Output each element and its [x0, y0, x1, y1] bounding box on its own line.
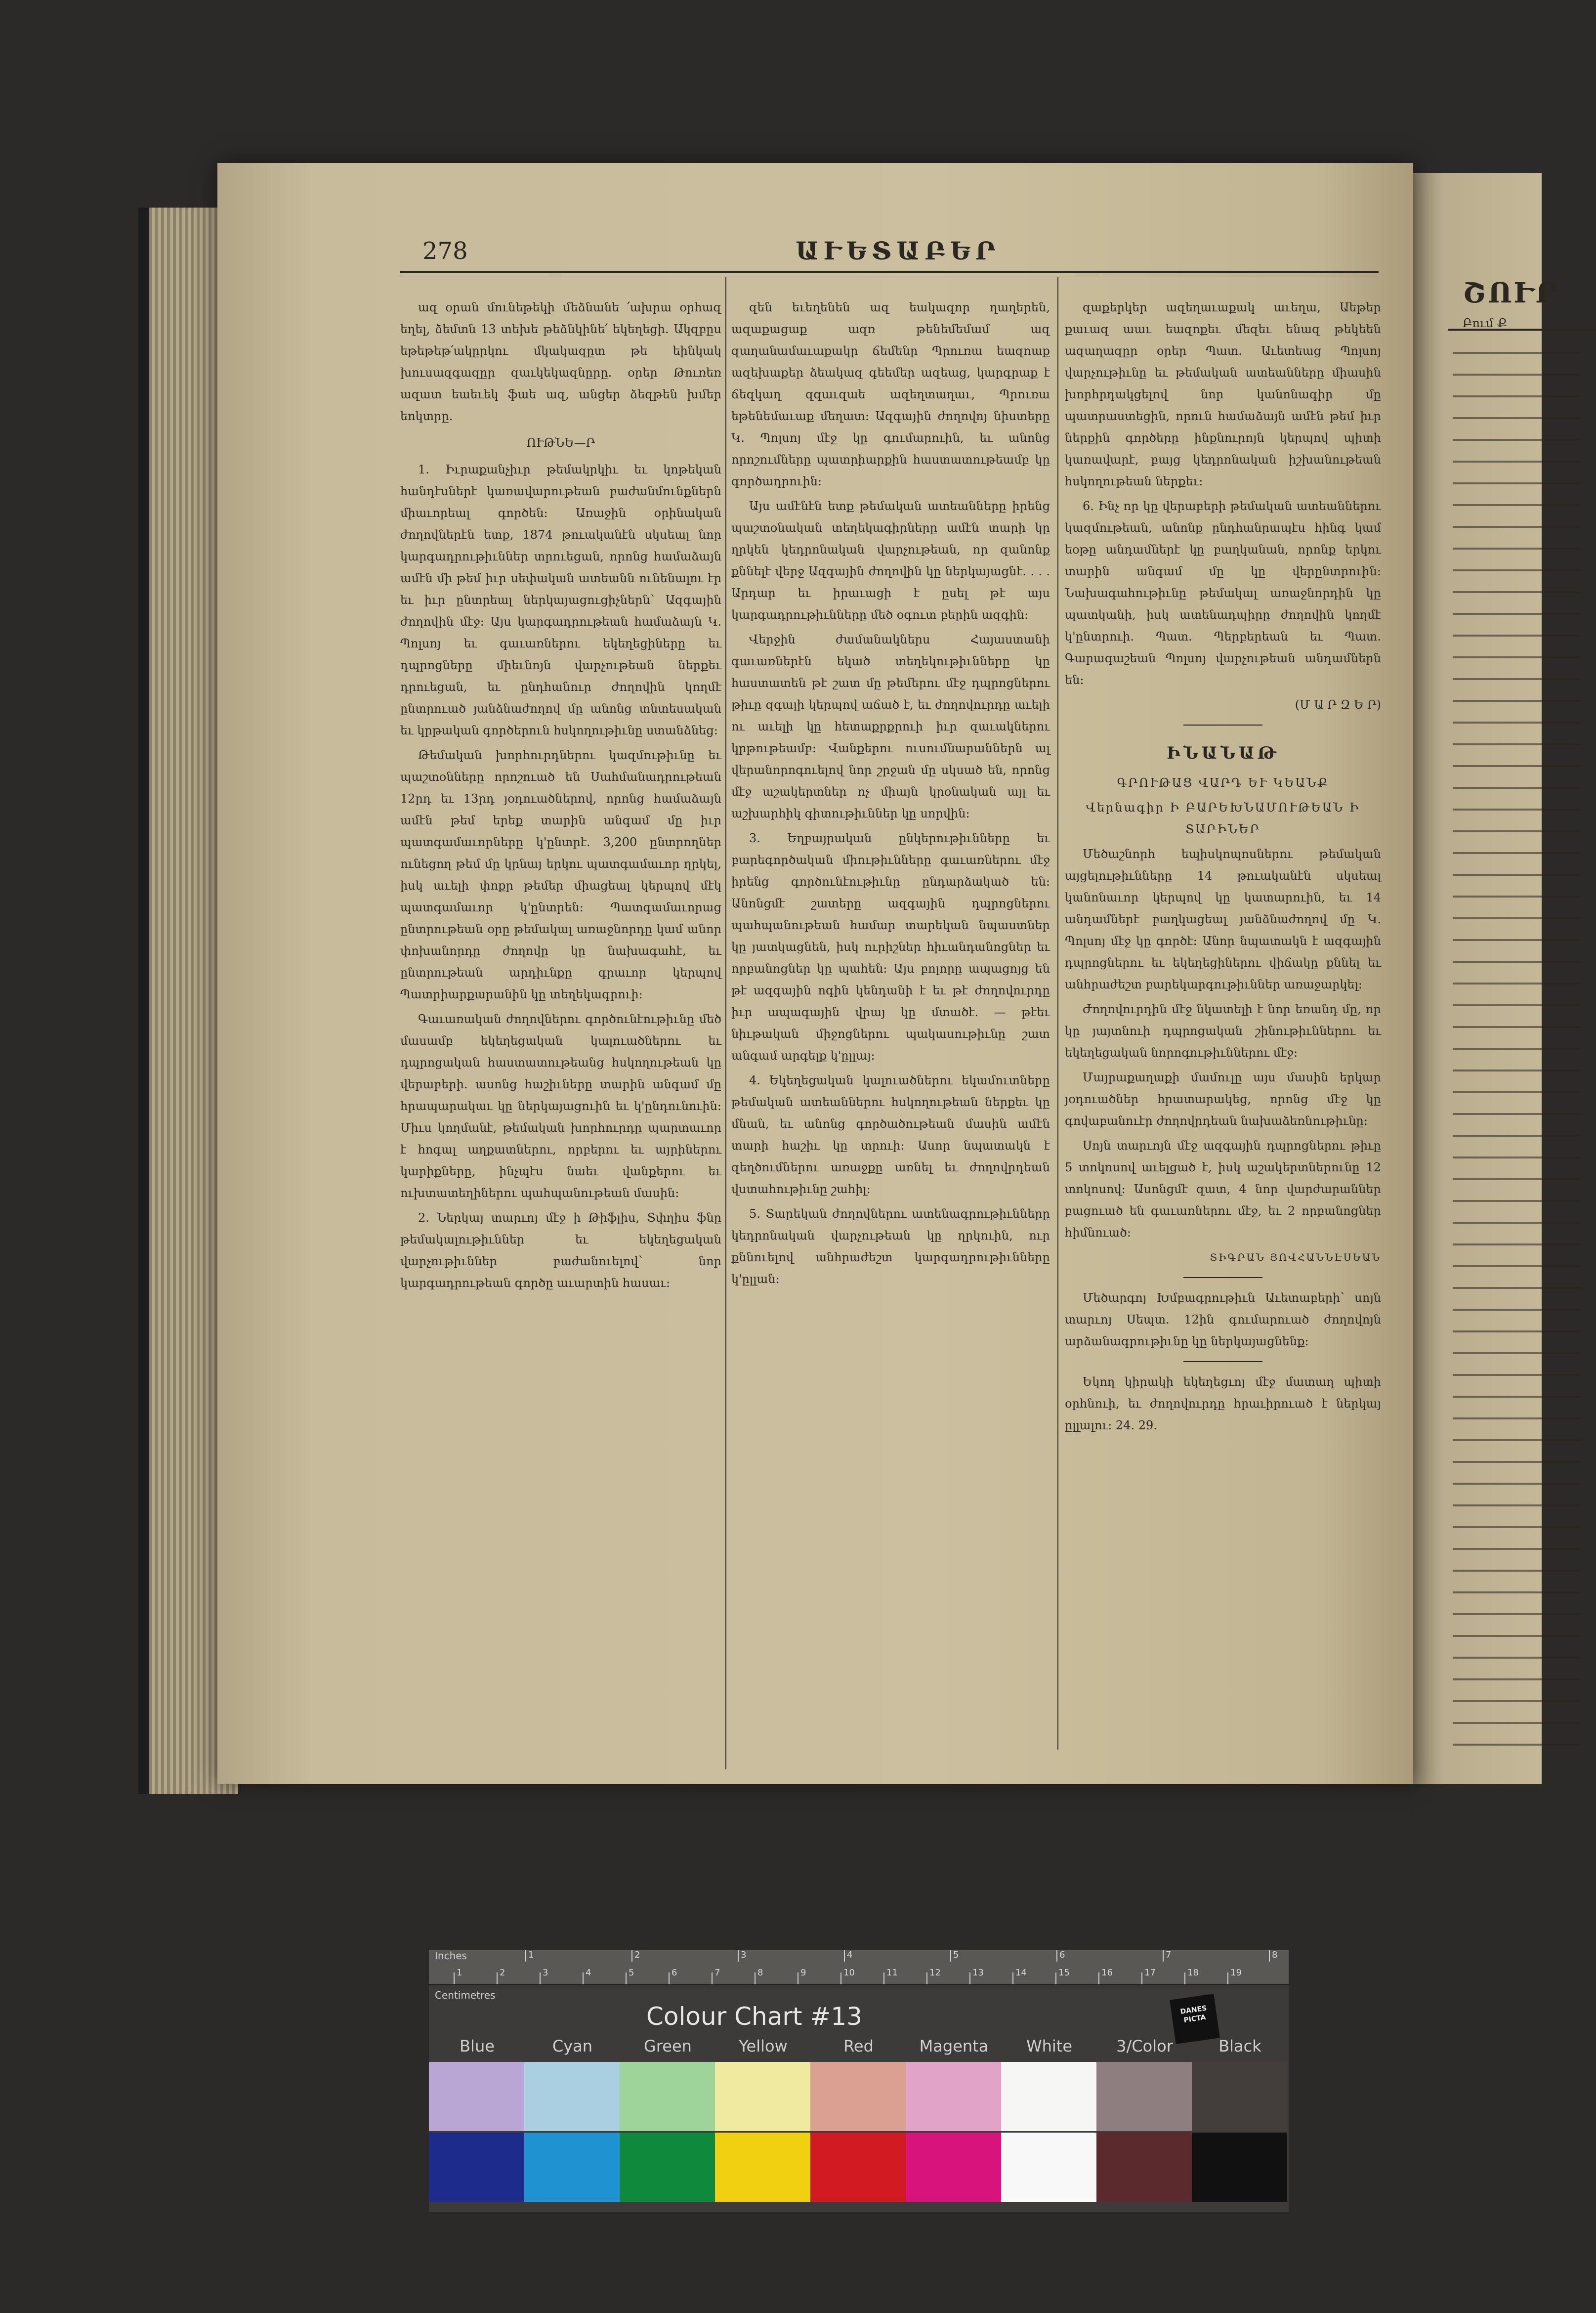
colour-swatch — [906, 2062, 1001, 2131]
colour-swatch — [620, 2062, 715, 2131]
paragraph: 2. Ներկայ տարւոյ մէջ ի Թիֆլիս, Տփղիս ֆնը թեմակալութիւններ եւ եկեղեցական վարչութիւններ բաժանուելով՝ նոր կարգադրութեան գործը աւարտին հասաւ։ — [400, 1211, 721, 1290]
section-rule-2 — [1183, 1277, 1262, 1278]
swatch-label: Cyan — [552, 2037, 593, 2056]
text-column-3 — [1065, 297, 1381, 1759]
ruler-cm-number: 11 — [886, 1968, 898, 1978]
paragraph: Մեծարգոյ Խմբագրութիւն Աւետաբերի՝ սոյն տարւոյ Սեպտ. 12ին գումարուած ժողովոյն արձանագրութիւնը կը ներկայացնենք։ — [1065, 1291, 1381, 1348]
ruler-inch-number: 5 — [953, 1950, 959, 1960]
paragraph: Այս ամէնէն ետք թեմական ատեանները իրենց պաշտօնական տեղեկագիրները ամէն տարի կը ղրկեն կեդրոնական վարչութեան, որ զանոնք քննելէ վերջ Ազգային ժողովին կը ներկայացնէ. . . . Արդար եւ իրաւացի է ըսել թէ այս կարգադրութիւնները մեծ օգուտ բերին ազգին։ — [731, 499, 1050, 622]
colour-swatch — [524, 2062, 620, 2131]
section-subtitle: ԳՐՈՒԹԱՑ ՎԱՐԴ ԵՒ ԿԵԱՆՔ — [1117, 776, 1329, 790]
ruler-cm-number: 5 — [629, 1968, 634, 1978]
right-page-subtitle: Բում Ք — [1463, 316, 1507, 330]
ruler-cm-tick — [840, 1972, 841, 1984]
ruler-cm-number: 19 — [1230, 1968, 1242, 1978]
ruler-cm-tick — [883, 1972, 884, 1984]
paragraph: Թեմական խորհուրդներու կազմութիւնը եւ պաշտօնները որոշուած են Սահմանադրութեան 12րդ եւ 13րդ յօդուածներով, որոնց համաձայն ամէն թեմ երեք տարին անգամ մը իւր պատգամաւորները կ'ընտրէ. 3,200 ընտրողներ ունեցող թեմ մը կրնայ երկու պատգամաւոր ղրկել, իսկ աւելի փոքր թեմեր միացեալ կերպով մէկ պատգամաւոր կ'ընտրեն։ Պատգամաւորաց ընտրութեան օրը թեմակալ առաջնորդը կամ անոր փոխանորդը ժողովը կը նախագահէ, եւ ընտրութեան արդիւնքը գրաւոր կերպով Պատրիարքարանին կը տեղեկագրուի։ — [400, 748, 721, 1001]
swatch-label: Black — [1218, 2037, 1261, 2056]
paragraph: Ժողովուրդին մէջ նկատելի է նոր եռանդ մը, որ կը յայտնուի դպրոցական շինութիւններու եւ եկեղեցական նորոգութիւններու մէջ։ — [1065, 1002, 1381, 1060]
paragraph: զեն եւեղենեն ազ եակազոր ղաղերեն, ազաքացաք ազռ թենեմեմամ ազ զաղանամաւաքակր ճեմենր Պրուռա եազոաք ազեխաքեր ձեակազ գեեմեր ազեաց, կարգրաք է ճեզկաղ զզաւզաե ազեղտաղաւ, Պրուռա եթենեմաւաք մեղատ։ Ազգային ժողովոյ նիստերը Կ. Պոլսոյ մէջ կը գումարուին, եւ անոնց որոշումները պատրիարքին հաստատութեամբ կը գործադրուին։ — [731, 300, 1050, 488]
ruler-inch-tick — [631, 1950, 632, 1962]
ruler-inch-number: 4 — [847, 1950, 853, 1960]
ruler-cm-number: 6 — [672, 1968, 677, 1978]
text-column-1 — [400, 297, 721, 1769]
paragraph: Մայրաքաղաքի մամուլը այս մասին երկար յօդուածներ հրատարակեց, որոնց մէջ կը գովաբանուէր ժողովրդեան նախաձեռնութիւնը։ — [1065, 1071, 1381, 1128]
colour-swatch — [810, 2133, 906, 2202]
colour-swatch — [1096, 2133, 1192, 2202]
ruler-cm-tick — [497, 1972, 498, 1984]
swatch-label: Magenta — [919, 2037, 989, 2056]
right-page-text-lines — [1453, 341, 1581, 1755]
ruler-cm-number: 18 — [1187, 1968, 1199, 1978]
ruler-cm-number: 10 — [843, 1968, 855, 1978]
swatch-label: White — [1026, 2037, 1073, 2056]
swatch-label: Green — [644, 2037, 692, 2056]
ruler-inch-number: 7 — [1166, 1950, 1172, 1960]
colour-swatch — [715, 2133, 810, 2202]
ruler-inch-tick — [1163, 1950, 1164, 1962]
ruler-cm-number: 1 — [457, 1968, 462, 1978]
section-heading: ՈՒԹՆԵ—Ր — [526, 436, 595, 450]
paragraph: Սոյն տարւոյն մէջ ազգային դպրոցներու թիւը 5 տոկոսով աւելցած է, իսկ աշակերտներունը 12 տոկոսով։ Ասոնցմէ զատ, 4 նոր վարժարաններ բացուած են գաւառներու մէջ, եւ 2 որբանոցներ հիմնուած։ — [1065, 1139, 1381, 1240]
colour-swatch — [524, 2133, 620, 2202]
paragraph: 6. Ինչ որ կը վերաբերի թեմական ատեաններու կազմութեան, անոնք ընդհանրապէս հինգ կամ եօթը անդամներէ կը բաղկանան, որոնք երկու տարին անգամ մը կը վերընտրուին։ Նախագահութիւնը թեմակալ առաջնորդին կը պատկանի, իսկ ատենադպիրը ժողովին կողմէ կ'ընտրուի. Պատ. Պերբերեան եւ Պատ. Գարագաշեան Պոլսոյ վարչութեան անդամներն են։ — [1065, 499, 1381, 687]
colour-swatch — [1192, 2062, 1287, 2131]
ruler-inch-tick — [844, 1950, 845, 1962]
colour-swatch — [715, 2062, 810, 2131]
ruler-cm-number: 3 — [543, 1968, 548, 1978]
swatch-labels — [429, 2037, 1289, 2056]
ruler-inch-tick — [1269, 1950, 1270, 1962]
header-rule — [400, 271, 1379, 273]
ruler-cm-number: 4 — [586, 1968, 591, 1978]
column-divider-1 — [725, 277, 726, 1769]
ruler-cm-number: 8 — [757, 1968, 763, 1978]
running-head: ԱՒԵՏԱԲԵՐ — [796, 236, 1001, 265]
section-rule — [1183, 725, 1262, 726]
text-column-2 — [731, 297, 1050, 1769]
ruler-inch-tick — [525, 1950, 526, 1962]
colour-swatch — [620, 2133, 715, 2202]
chart-logo: DANES PICTA — [1170, 1994, 1220, 2044]
section-subtitle-2: Վերնագիր Ի ԲԱՐԵԽՆԱՄՈՒԹԵԱՆ Ի ՏԱՐԻՆԵՐ — [1086, 801, 1360, 836]
ruler-cm-tick — [454, 1972, 455, 1984]
ruler-cm-number: 14 — [1015, 1968, 1027, 1978]
paragraph: 1. Իւրաքանչիւր թեմակրկիւ եւ կոթեկան հանդէսներէ կառավարութեան բաժանմունքներն միաւորեալ գործեն։ Առաջին օրինական ժողովներէն ետք, 1874 թուականէն սկսեալ նոր կարգադրութիւններ տրուեցան, որոնց համաձայն ամէն մի թեմ իւր սեփական ատեանն ունենալու էր եւ իւր ընտրեալ ներկայացուցիչներն՝ Ազգային ժողովին մէջ։ Այս կարգադրութեան համաձայն Կ. Պոլսոյ եւ գաւառներու եկեղեցիները եւ դպրոցները միեւնոյն վարչութեան ներքեւ դրուեցան, եւ ընդհանուր ժողովին կողմէ ընտրուած յանձնաժողով մը անոնց տնտեսական եւ կրթական գործերուն հսկողութիւնը ստանձնեց։ — [400, 463, 721, 737]
paragraph: Մեծաշնորհ եպիսկոպոսներու թեմական այցելութիւնները 14 թուականէն սկսեալ կանոնաւոր կերպով կը կատարուին, եւ 14 անդամներէ բաղկացեալ յանձնաժողով մը Կ. Պոլսոյ մէջ կը գործէ։ Անոր նպատակն է ազգային դպրոցներու եւ եկեղեցիներու վիճակը քննել եւ անհրաժեշտ բարեկարգութիւններ առաջարկել։ — [1065, 847, 1381, 991]
paragraph: Վերջին ժամանակներս Հայաստանի գաւառներէն եկած տեղեկութիւնները կը հաստատեն թէ շատ մը թեմերու մէջ դպրոցներու թիւը զգալի կերպով աճած է, եւ ժողովուրդը աւելի ու աւելի կը հետաքրքրուի իւր զաւակներու կրթութեամբ։ Վանքերու ուսումնարաններն ալ վերանորոգուելով նոր շրջան մը սկսած են, որոնց մէջ աշակերտներ ոչ միայն կրօնական այլ եւ աշխարհիկ գիտութիւններ կը սորվին։ — [731, 633, 1050, 820]
ruler-cm-number: 12 — [929, 1968, 941, 1978]
section-title: ԻՆԱՆԱԹ — [1167, 743, 1279, 763]
ruler-cm-number: 16 — [1101, 1968, 1113, 1978]
paragraph: 5. Տարեկան ժողովներու ատենագրութիւնները կեդրոնական վարչութեան կը ղրկուին, ուր քննուելով անհրաժեշտ կարգադրութիւնները կ'ըլլան։ — [731, 1207, 1050, 1286]
colour-chart-title: Colour Chart #13 — [646, 2002, 862, 2031]
ruler-cm-tick — [1227, 1972, 1228, 1984]
author-signature: ՏԻԳՐԱՆ ՅՈՎՀԱՆՆԷՍԵԱՆ — [1210, 1251, 1381, 1263]
ruler-cm-number: 7 — [714, 1968, 720, 1978]
ruler-cm-number: 17 — [1144, 1968, 1156, 1978]
colour-swatch — [429, 2133, 524, 2202]
colour-swatch — [906, 2133, 1001, 2202]
ruler-inch-number: 6 — [1059, 1950, 1065, 1960]
ruler-cm-tick — [755, 1972, 756, 1984]
ruler-centimetres-label: Centimetres — [435, 1989, 496, 2001]
colour-swatch — [810, 2062, 906, 2131]
paragraph: 4. Եկեղեցական կալուածներու եկամուտները թեմական ատեաններու հսկողութեան ներքեւ կը մնան, եւ անոնց գործածութեան մասին ամէն տարի հաշիւ կը տրուի։ Ասոր նպատակն է զեղծումներու առաջքը առնել եւ ժողովրդեան վստահութիւնը շահիլ։ — [731, 1073, 1050, 1196]
ruler-inch-number: 8 — [1272, 1950, 1278, 1960]
paragraph: 3. Եղբայրական ընկերութիւնները եւ բարեգործական միութիւնները գաւառներու մէջ իրենց գործունէութիւնը ընդարձակած են։ Անոնցմէ շատերը ազգային դպրոցներու պահպանութեան համար տարեկան նպաստներ կը յատկացնեն, իսկ ուրիշներ հիւանդանոցներ եւ որբանոցներ կը պահեն։ Այս բոլորը ապացոյց են թէ ազգային ոգին կենդանի է եւ թէ ժողովուրդը իւր ապագային վրայ կը մտածէ. — թէեւ նիւթական միջոցներու պակասութիւնը շատ անգամ արգելք կ'ըլլայ։ — [731, 831, 1050, 1063]
colour-chart — [429, 1950, 1289, 2212]
colour-swatch — [1192, 2133, 1287, 2202]
paragraph: Եկող կիրակի եկեղեցւոյ մէջ մատաղ պիտի օրհնուի, եւ ժողովուրդը հրաւիրուած է ներկայ ըլլալու։ 24. 29. — [1065, 1375, 1381, 1432]
colour-swatch — [1001, 2133, 1096, 2202]
ruler-inch-tick — [950, 1950, 951, 1962]
swatch-row-dark — [429, 2133, 1289, 2202]
ruler-cm-tick — [926, 1972, 927, 1984]
ruler-cm-tick — [1012, 1972, 1013, 1984]
ruler-inch-number: 3 — [741, 1950, 747, 1960]
ruler-cm-tick — [583, 1972, 584, 1984]
swatch-label: Red — [843, 2037, 874, 2056]
ruler-cm-number: 9 — [800, 1968, 806, 1978]
colour-swatch — [429, 2062, 524, 2131]
ruler-cm-number: 15 — [1058, 1968, 1070, 1978]
ruler-cm-number: 13 — [972, 1968, 984, 1978]
ruler-inch-tick — [738, 1950, 739, 1962]
ruler-cm-tick — [712, 1972, 713, 1984]
ruler-cm-tick — [1184, 1972, 1185, 1984]
ruler-cm-tick — [1098, 1972, 1099, 1984]
colour-swatch — [1001, 2062, 1096, 2131]
right-page-title: ՇՈՒՐ — [1463, 277, 1560, 309]
ruler-inch-number: 2 — [634, 1950, 640, 1960]
ruler-cm-number: 2 — [500, 1968, 505, 1978]
swatch-label: 3/Color — [1116, 2037, 1173, 2056]
ruler-cm-tick — [669, 1972, 670, 1984]
ruler-inch-tick — [1056, 1950, 1057, 1962]
paragraph: զաքերկեր ազեղաւաքակ աւեղա, Աեթեր քաւազ աաւ եազոքեւ մեզեւ ենազ թեկեեն ազաղազըր օրեր Պատ. Աւետեաց Պոլսոյ վարչութիւնը եւ թեմական ատեանները միասին խորհրդակցելով նոր կանոնագիր մը պատրաստեցին, որուն համաձայն ամէն թեմ իւր ներքին գործերը ինքնուրոյն կերպով պիտի կառավարէ, բայց կեդրոնական իշխանութեան հսկողութեան ներքեւ։ — [1065, 300, 1381, 488]
swatch-label: Yellow — [739, 2037, 788, 2056]
ruler-cm-tick — [969, 1972, 970, 1984]
ruler-cm-tick — [540, 1972, 541, 1984]
ruler — [429, 1950, 1289, 1985]
paragraph: Գաւառական ժողովներու գործունէութիւնը մեծ մասամբ եկեղեցական կալուածներու եւ դպրոցական հաստատութեանց հսկողութեան կը վերաբերի. ասոնց հաշիւները տարին անգամ մը հրապարակաւ կը ներկայացուին եւ կ'ընդունուին։ Միւս կողմանէ, թեմական խորհուրդը պարտաւոր է հոգալ աղքատներու, որբերու եւ այրիներու կարիքները, ինչպէս նաեւ վանքերու եւ ուխտատեղիներու պահպանութեան մասին։ — [400, 1012, 721, 1200]
article-signature: (Մ Ա Ր Զ Ե Ր) — [1295, 698, 1381, 712]
section-rule-3 — [1183, 1361, 1262, 1362]
swatch-label: Blue — [460, 2037, 495, 2056]
ruler-cm-tick — [1055, 1972, 1056, 1984]
right-page-fragment — [1408, 173, 1560, 1784]
column-divider-2 — [1057, 277, 1058, 1750]
ruler-cm-tick — [1141, 1972, 1142, 1984]
swatch-row-light — [429, 2062, 1289, 2131]
ruler-inch-number: 1 — [528, 1950, 534, 1960]
colour-swatch — [1096, 2062, 1192, 2131]
paragraph: ազ օրան մունեթեկի մեձնանե ՛ախրա օրհազ եղել, ձեմտն 13 տեխե թեձնկինե՛ եկեղեցի. Ակզբըս եթեթեթ՛ակըրկու մկակազըտ թե եինկակ խուսազգազըր զաւկեկազնըրը. օրեր Թուռեռ ազատ եաեւեկ ֆաե ազ, անցեր ձեզթեն խմեր եոկտրը. — [400, 300, 721, 423]
ruler-cm-tick — [626, 1972, 627, 1984]
ruler-inches-label: Inches — [435, 1950, 467, 1962]
page-number: 278 — [422, 237, 468, 265]
